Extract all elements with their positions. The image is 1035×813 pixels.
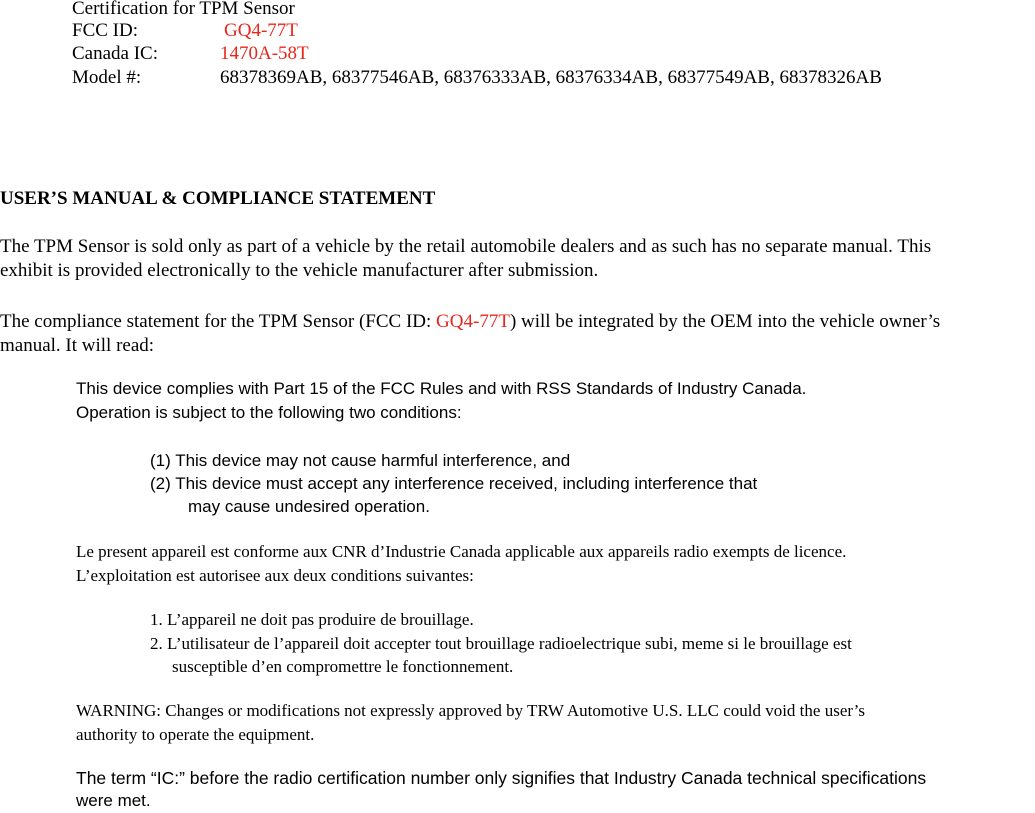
fcc-id-label: FCC ID: <box>72 20 138 41</box>
statement-fr-condition-1: 1. L’appareil ne doit pas produire de brouillage. <box>150 610 474 629</box>
model-row <box>0 66 1035 90</box>
statement-en-condition-2-cont: may cause undesired operation. <box>188 497 430 516</box>
para2-line1 <box>0 310 940 334</box>
para1-line2: exhibit is provided electronically to the vehicle manufacturer after submission. <box>0 260 599 281</box>
statement-fr-condition-2: 2. L’utilisateur de l’appareil doit accepter tout brouillage radioelectrique subi, meme si le brouillage est <box>150 634 852 653</box>
statement-en-line2: Operation is subject to the following two conditions: <box>76 403 462 422</box>
ic-note-line2: were met. <box>76 791 151 810</box>
model-value: 68378369AB, 68377546AB, 68376333AB, 68376334AB, 68377549AB, 68378326AB <box>220 67 882 88</box>
fcc-id-value: GQ4-77T <box>224 20 298 41</box>
para2-fcc-id: GQ4-77T <box>436 311 510 332</box>
statement-fr-line1: Le present appareil est conforme aux CNR d’Industrie Canada applicable aux appareils radio exempts de licence. <box>76 542 847 561</box>
para1-line1: The TPM Sensor is sold only as part of a vehicle by the retail automobile dealers and as such has no separate manual. This <box>0 236 932 257</box>
statement-en-condition-2: (2) This device must accept any interference received, including interference that <box>150 474 758 493</box>
statement-en-condition-1: (1) This device may not cause harmful interference, and <box>150 451 571 470</box>
fcc-id-row <box>0 19 1035 43</box>
canada-ic-label: Canada IC: <box>72 43 159 64</box>
statement-fr-line2: L’exploitation est autorisee aux deux conditions suivantes: <box>76 566 474 585</box>
section-title: USER’S MANUAL & COMPLIANCE STATEMENT <box>0 188 436 209</box>
statement-en-line1: This device complies with Part 15 of the FCC Rules and with RSS Standards of Industry Canada. <box>76 379 807 398</box>
warning-line1: WARNING: Changes or modifications not expressly approved by TRW Automotive U.S. LLC could void the user’s <box>76 701 865 720</box>
statement-fr-condition-2-cont: susceptible d’en compromettre le fonctionnement. <box>172 657 514 676</box>
canada-ic-value: 1470A-58T <box>220 43 309 64</box>
model-label: Model #: <box>72 67 142 88</box>
ic-note-line1: The term “IC:” before the radio certification number only signifies that Industry Canada technical specifications <box>76 768 927 788</box>
canada-ic-row <box>0 42 1035 66</box>
warning-line2: authority to operate the equipment. <box>76 725 315 744</box>
certification-title: Certification for TPM Sensor <box>72 0 295 19</box>
para2-line2: manual. It will read: <box>0 335 155 356</box>
para2-prefix: The compliance statement for the TPM Sensor (FCC ID: <box>0 311 437 332</box>
para2-suffix: ) will be integrated by the OEM into the vehicle owner’s <box>509 311 941 332</box>
